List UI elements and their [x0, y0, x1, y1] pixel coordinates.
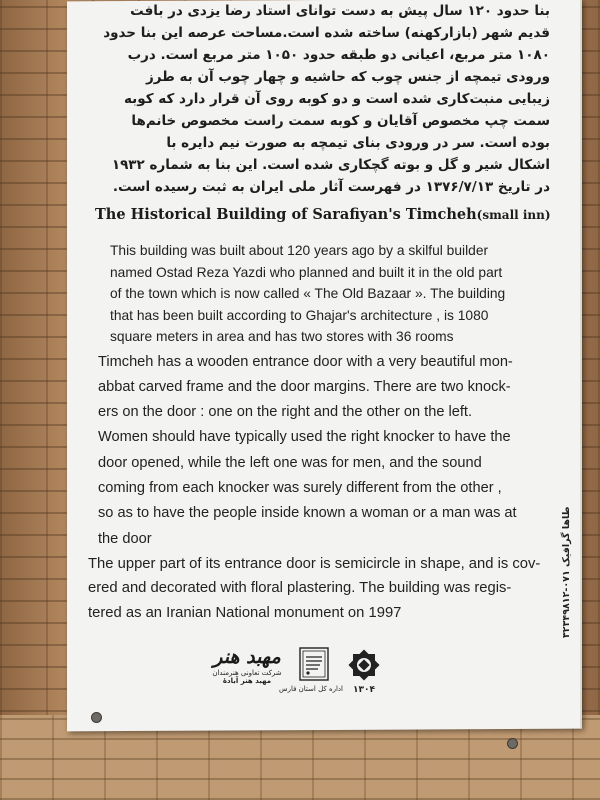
heritage-emblem-icon — [292, 645, 336, 685]
english-text-block — [88, 238, 566, 625]
persian-line: بوده است. سر در ورودی بنای تیمچه به صورت نیم دایره با — [166, 135, 550, 151]
text-line: This building was built about 120 years ago by a skilful builder — [110, 243, 489, 258]
sign-title-small: (small inn) — [476, 208, 551, 222]
paragraph-3 — [88, 552, 566, 626]
text-line: so as to have the people inside known a woman or a man was at — [98, 505, 517, 522]
paragraph-2 — [88, 350, 566, 552]
printer-credit — [559, 506, 581, 640]
persian-line: ورودی تیمچه از جنس چوب که حاشیه و چهار چوب آن به طرز — [145, 69, 550, 85]
text-line: tered as an Iranian National monument on 1997 — [88, 604, 402, 621]
text-line: ers on the door : one on the right and the other on the left. — [98, 404, 473, 421]
text-line: coming from each knocker was surely different from the other , — [98, 479, 502, 496]
text-line: the door — [98, 530, 152, 547]
persian-line: زیبایی منبت‌کاری شده است و دو کوبه روی آن قرار دارد که کوبه — [124, 91, 550, 107]
text-line: ered and decorated with floral plastering. The building was regis- — [88, 580, 512, 597]
logo3-caption: ۱۳۰۴ — [353, 685, 375, 695]
printer-credit-text: طاها گرافیک ۰۷۱-۳۲۳۴۹۸۱۲ — [561, 506, 572, 638]
mounting-bolt — [91, 712, 102, 723]
text-line: Timcheh has a wooden entrance door with a very beautiful mon- — [98, 353, 513, 370]
mounting-bolt — [507, 738, 518, 749]
text-line: Women should have typically used the right knocker to have the — [98, 429, 511, 446]
heritage-organization-logo — [279, 645, 343, 701]
text-line: named Ostad Reza Yazdi who planned and built it in the old part — [110, 264, 503, 280]
text-line: The upper part of its entrance door is semicircle in shape, and is cov- — [88, 555, 541, 572]
persian-line: قدیم شهر (بازارکهنه) ساخته شده است.مساحت عرصه این بنا حدود — [103, 25, 550, 41]
logo2-caption: اداره کل استان فارس — [279, 685, 343, 693]
persian-line: اشکال شیر و گل و بوته گچکاری شده است. این بنا به شماره ۱۹۳۲ — [111, 157, 550, 173]
text-line: square meters in area and has two stores with 36 rooms — [110, 329, 454, 344]
paragraph-1 — [88, 240, 566, 348]
persian-line: در تاریخ ۱۳۷۶/۷/۱۳ در فهرست آثار ملی ایران به ثبت رسیده است. — [112, 179, 550, 195]
persian-line: سمت چپ مخصوص آقایان و کوبه سمت راست مخصوص خانم‌ها — [131, 113, 550, 129]
text-line: that has been built according to Ghajar's architecture , is 1080 — [110, 307, 489, 323]
text-line: abbat carved frame and the door margins. There are two knock- — [98, 378, 511, 395]
star-emblem-icon — [344, 645, 384, 685]
mahbad-honar-logo — [212, 645, 282, 701]
mahbad-honar-calligraphy: مهبد هنر — [213, 646, 281, 668]
logo1-caption-1: شرکت تعاونی هنرمندان — [212, 669, 282, 677]
text-line: of the town which is now called « The Old Bazaar ». The building — [110, 286, 506, 301]
persian-text-block — [80, 0, 550, 198]
sign-title — [95, 206, 555, 223]
persian-line: بنا حدود ۱۲۰ سال پیش به دست توانای استاد رضا یزدی در بافت — [130, 3, 550, 19]
sign-title-main: The Historical Building of Sarafiyan's Timcheh — [95, 206, 477, 223]
text-line: door opened, while the left one was for men, and the sound — [98, 454, 482, 471]
star-emblem-logo — [340, 645, 388, 701]
logo1-caption-2: مهبد هنر آبادهٔ — [222, 677, 272, 685]
persian-line: ۱۰۸۰ متر مربع، اعیانی دو طبقه حدود ۱۰۵۰ متر مربع است. درب — [127, 47, 550, 63]
